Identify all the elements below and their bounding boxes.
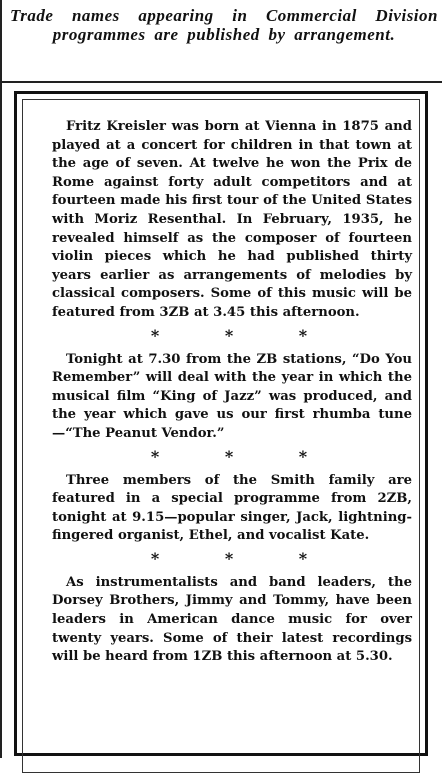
paragraph-kreisler: Fritz Kreisler was born at Vienna in 1875 and played at a concert for children in that town at the age of seven. At twelve he won the Prix de Rome against forty adult competitors and at fourteen made his first tour of the United States with Moriz Resenthal. In February, 1935, he revealed himself as the composer of fourteen violin pieces which he had published thirty years earlier as arrangements of melodies by classical composers. Some of this music will be featured from 3ZB at 3.45 this afternoon. xyxy=(52,119,412,320)
paragraph-do-you-remember: Tonight at 7.30 from the ZB stations, “Do You Remember” will deal with the year in which the musical film “King of Jazz” was produced, and the year which gave us our first rhumba tune—“The Peanut Vendor.” xyxy=(52,351,412,441)
trade-names-notice: Trade names appearing in Commercial Division programmes are published by arrangement. xyxy=(10,6,438,44)
article-body xyxy=(52,118,412,667)
paragraph-dorsey-brothers: As instrumentalists and band leaders, the Dorsey Brothers, Jimmy and Tommy, have been leaders in American dance music for over twenty years. Some of their latest recordings will be heard from 1ZB this afternoon at 5.30. xyxy=(52,574,412,665)
divider-rule xyxy=(2,81,442,83)
section-separator: * * * xyxy=(150,325,338,345)
paragraph-smith-family: Three members of the Smith family are featured in a special programme from 2ZB, tonight at 9.15—popular singer, Jack, lightning-fingered organist, Ethel, and vocalist Kate. xyxy=(52,472,412,544)
section-separator: * * * xyxy=(150,548,338,568)
section-separator: * * * xyxy=(150,446,338,466)
